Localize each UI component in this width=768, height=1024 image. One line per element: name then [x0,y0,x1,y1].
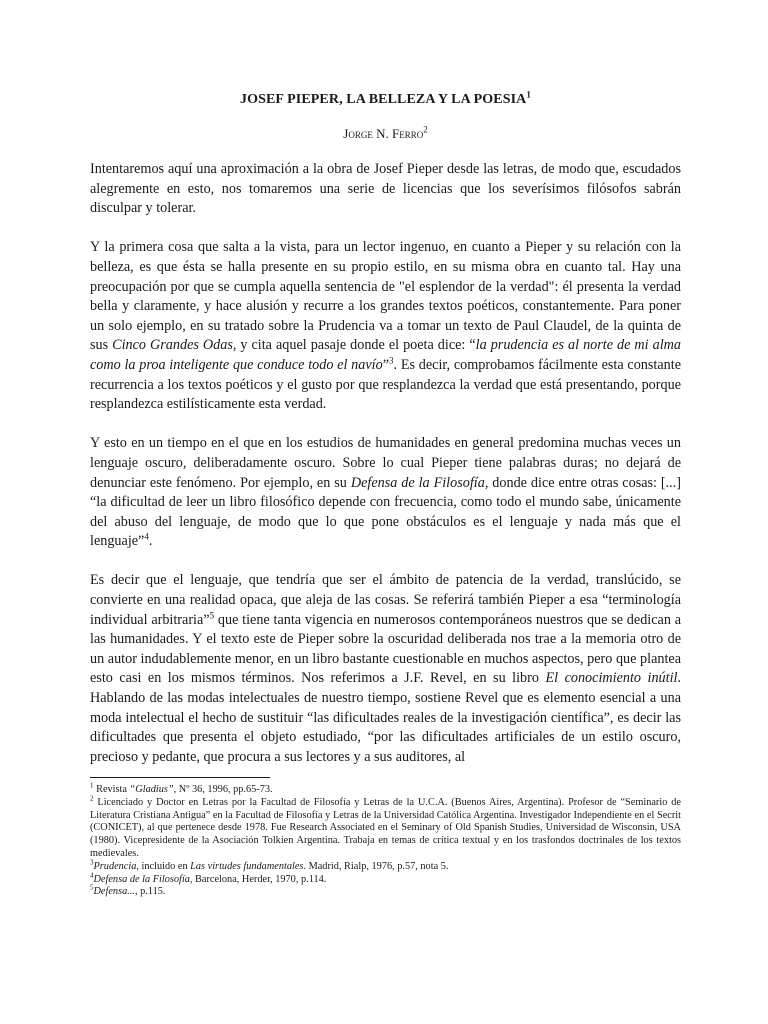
italic-quote: la prudencia es al norte de mi alma como la proa inteligente que conduce todo el navío [90,337,681,373]
footnotes [90,781,681,899]
footnote-4: $^4$Defensa de la Filosofía, Barcelona, Herder, 1970, p.114. [90,871,327,885]
body-text [90,160,681,787]
title-footnote-mark[interactable]: 1 [526,89,531,100]
footnote-2: $^2$ Licenciado y Doctor en Letras por la Facultad de Filosofía y Letras de la U.C.A. (Buenos Aires, Argentina). Profesor de “Seminario de Literatura Cristiana Antigua” en la Facultad de Filosofía y Letras de la Universidad Católica Argentina. Investigador Independiente en el Secrit (CONICET), al que pertenece desde 1978. Fue Research Associated en el Seminary of Old Spanish Studies, Universidad de Wisconsin, USA (1980). Vicepresidente de la Asociación Tolkien Argentina. Trabaja en temas de crítica textual y en los trasfondos doctrinales de los textos medievales. [90,794,681,859]
paragraph-3: Y esto en un tiempo en el que en los estudios de humanidades en general predomina muchas veces un lenguaje oscuro, deliberadamente oscuro. Sobre lo cual Pieper tiene palabras duras; no dejará de denunciar este fenómeno. Por ejemplo, en su Defensa de la Filosofía, donde dice entre otras cosas: [...] “la dificultad de leer un libro filosófico depende con frecuencia, como todo el mundo sabe, únicamente del abuso del lenguaje, de modo que lo que pone obstáculos es el lenguaje y nada más que el lenguaje”$^4$. [90,435,682,550]
author-footnote-mark[interactable]: 2 [423,124,428,135]
italic-title: Cinco Grandes Odas [112,337,233,354]
footnote-ref-3[interactable]: 3 [389,355,394,366]
italic-title: El conocimiento inútil [545,670,678,687]
footnote-1: $^1$ Revista “Gladius”, Nº 36, 1996, pp.65-73. [90,781,273,795]
author-line [90,126,681,142]
paragraph-4: Es decir que el lenguaje, que tendría que ser el ámbito de patencia de la verdad, translúcido, se convierte en una realidad opaca, que aleja de las cosas. Se referirá también Pieper a esa “terminología individual arbitraria”$^5$ que tiene tanta vigencia en numerosos contemporáneos nuestros que se dedican a las humanidades. Y el texto este de Pieper sobre la oscuridad deliberada nos trae a la memoria otro de un autor indudablemente menor, en un libro bastante cuestionable en muchos aspectos, pero que plantea esto casi en los mismos términos. Nos referimos a J.F. Revel, en su libro El conocimiento inútil. Hablando de las modas intelectuales de nuestro tiempo, sostiene Revel que es elemento esencial a una moda intelectual el hecho de sustituir “las dificultades reales de la investigación científica”, es decir las dificultades que presenta el objeto estudiado, “por las dificultades artificiales de un estilo oscuro, precioso y pedante, que procura a sus lectores y a sus auditores, al [90,572,681,765]
footnote-ref-5[interactable]: 5 [209,609,215,620]
footnote-5: $^5$Defensa..., p.115. [90,883,166,898]
paragraph-2: Y la primera cosa que salta a la vista, para un lector ingenuo, en cuanto a Pieper y su relación con la belleza, es que ésta se halla presente en su propio estilo, en su misma obra en cuanto tal. Hay una preocupación por que se cumpla aquella sentencia de "el esplendor de la verdad": él presenta la verdad bella y claramente, y hace alusión y recurre a los grandes textos poéticos, constantemente. Para poner un solo ejemplo, en su tratado sobre la Prudencia va a tomar un texto de Paul Claudel, de la quinta de sus Cinco Grandes Odas, y cita aquel pasaje donde el poeta dice: “la prudencia es al norte de mi alma como la proa inteligente que conduce todo el navío”$^3$. Es decir, comprobamos fácilmente esta constante recurrencia a los textos poéticos y el gusto por que resplandezca la verdad que está presentando, porque resplandezca estilísticamente esta verdad. [90,239,681,413]
title-text: JOSEF PIEPER, LA BELLEZA Y LA POESIA [239,92,527,107]
italic-title: Defensa de la Filosofía [350,474,485,491]
footnote-ref-4[interactable]: 4 [144,531,149,542]
document-title [90,89,681,108]
footnote-divider [90,777,270,778]
paragraph-1: Intentaremos aquí una aproximación a la obra de Josef Pieper desde las letras, de modo que, escudados alegremente en esto, nos tomaremos una serie de licencias que los severísimos filósofos sabrán disculpar y tolerar. [90,161,681,217]
author-name: Jorge N. Ferro [343,126,424,141]
footnote-3: $^3$Prudencia, incluido en Las virtudes fundamentales. Madrid, Rialp, 1976, p.57, nota 5. [90,858,449,872]
